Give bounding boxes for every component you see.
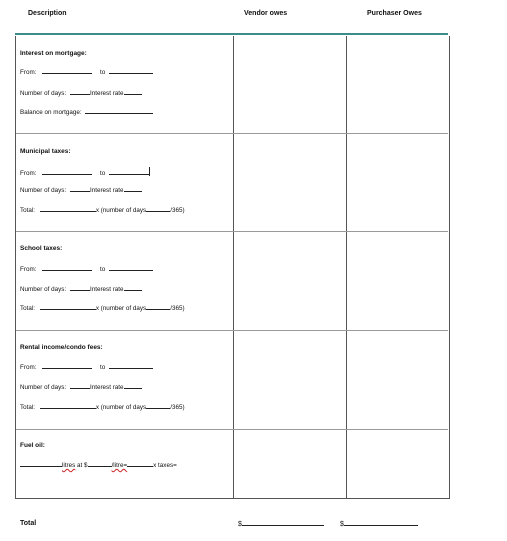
- municipal-total-line: [20, 206, 185, 214]
- days-label: Number of days:: [20, 384, 67, 391]
- divide-365-label: /365): [170, 207, 185, 214]
- x-days-label: x (number of days: [95, 207, 147, 214]
- divide-365-label: /365): [170, 404, 185, 411]
- total-field[interactable]: [40, 304, 96, 310]
- purchaser-dollar-sign: $: [340, 521, 344, 528]
- rental-section: [16, 330, 233, 429]
- vendor-total-blank[interactable]: [242, 520, 324, 526]
- rate-label: Interest rate: [89, 90, 124, 97]
- rate-label: Interest rate: [89, 187, 124, 194]
- per-litre-label: /litre=: [111, 462, 128, 469]
- municipal-days-line: [20, 186, 142, 194]
- municipal-from-line: [20, 167, 150, 177]
- x-taxes-label: x taxes=: [153, 462, 177, 469]
- municipal-title: Municipal taxes:: [20, 148, 71, 155]
- litres-qty-field[interactable]: [20, 461, 62, 467]
- days-count-field[interactable]: [146, 206, 170, 212]
- rate-label: Interest rate: [89, 384, 124, 391]
- total-field[interactable]: [40, 206, 96, 212]
- to-date-field[interactable]: [109, 265, 153, 271]
- mortgage-from-line: [20, 68, 153, 76]
- from-label: From:: [20, 266, 37, 273]
- at-price-label: at $: [77, 462, 88, 469]
- from-date-field[interactable]: [42, 68, 92, 74]
- fuel-title: Fuel oil:: [20, 442, 45, 449]
- school-title: School taxes:: [20, 245, 63, 252]
- vendor-owes-header: Vendor owes: [244, 10, 288, 17]
- school-days-line: [20, 285, 142, 293]
- mortgage-title: Interest on mortgage:: [20, 50, 87, 57]
- days-label: Number of days:: [20, 286, 67, 293]
- total-label: Total:: [20, 207, 36, 214]
- balance-field[interactable]: [85, 108, 153, 114]
- rate-label: Interest rate: [89, 286, 124, 293]
- days-field[interactable]: [70, 186, 90, 192]
- to-label: to: [99, 266, 106, 273]
- fuel-line: [20, 461, 177, 469]
- school-section: [16, 231, 233, 330]
- rental-total-line: [20, 403, 185, 411]
- to-date-field[interactable]: [109, 68, 153, 74]
- municipal-section: [16, 133, 233, 231]
- rate-field[interactable]: [124, 383, 142, 389]
- days-count-field[interactable]: [146, 403, 170, 409]
- rental-title: Rental income/condo fees:: [20, 344, 103, 351]
- to-label: to: [99, 69, 106, 76]
- balance-label: Balance on mortgage:: [20, 109, 82, 116]
- days-count-field[interactable]: [146, 304, 170, 310]
- x-days-label: x (number of days: [95, 404, 147, 411]
- days-field[interactable]: [70, 89, 90, 95]
- days-label: Number of days:: [20, 90, 67, 97]
- mortgage-days-line: [20, 89, 142, 97]
- vendor-dollar-sign: $: [238, 521, 242, 528]
- days-field[interactable]: [70, 285, 90, 291]
- mortgage-balance-line: [20, 108, 153, 116]
- total-label: Total: [20, 520, 37, 527]
- rental-from-line: [20, 363, 153, 371]
- litres-label: litres: [62, 462, 76, 469]
- purchaser-total-blank[interactable]: [344, 520, 418, 526]
- vendor-total-field: [238, 520, 324, 528]
- text-cursor: [149, 167, 150, 176]
- total-field[interactable]: [40, 403, 96, 409]
- rate-field[interactable]: [124, 89, 142, 95]
- school-total-line: [20, 304, 185, 312]
- to-label: to: [99, 364, 106, 371]
- days-field[interactable]: [70, 383, 90, 389]
- x-days-label: x (number of days: [95, 305, 147, 312]
- purchaser-owes-header: Purchaser Owes: [367, 10, 422, 17]
- purchaser-total-field: [340, 520, 418, 528]
- from-date-field[interactable]: [42, 265, 92, 271]
- school-from-line: [20, 265, 153, 273]
- description-header: Description: [28, 10, 67, 17]
- rate-field[interactable]: [124, 285, 142, 291]
- mortgage-section: [16, 36, 233, 133]
- to-label: to: [99, 170, 106, 177]
- fuel-section: [16, 429, 233, 498]
- from-date-field[interactable]: [42, 169, 92, 175]
- days-label: Number of days:: [20, 187, 67, 194]
- to-date-field[interactable]: [109, 169, 149, 175]
- rate-field[interactable]: [124, 186, 142, 192]
- divide-365-label: /365): [170, 305, 185, 312]
- from-label: From:: [20, 364, 37, 371]
- total-label: Total:: [20, 305, 36, 312]
- header-rule: [15, 33, 448, 35]
- total-label: Total:: [20, 404, 36, 411]
- price-field[interactable]: [88, 461, 112, 467]
- subtotal-field[interactable]: [127, 461, 153, 467]
- rental-days-line: [20, 383, 142, 391]
- from-label: From:: [20, 170, 37, 177]
- to-date-field[interactable]: [109, 363, 153, 369]
- from-date-field[interactable]: [42, 363, 92, 369]
- from-label: From:: [20, 69, 37, 76]
